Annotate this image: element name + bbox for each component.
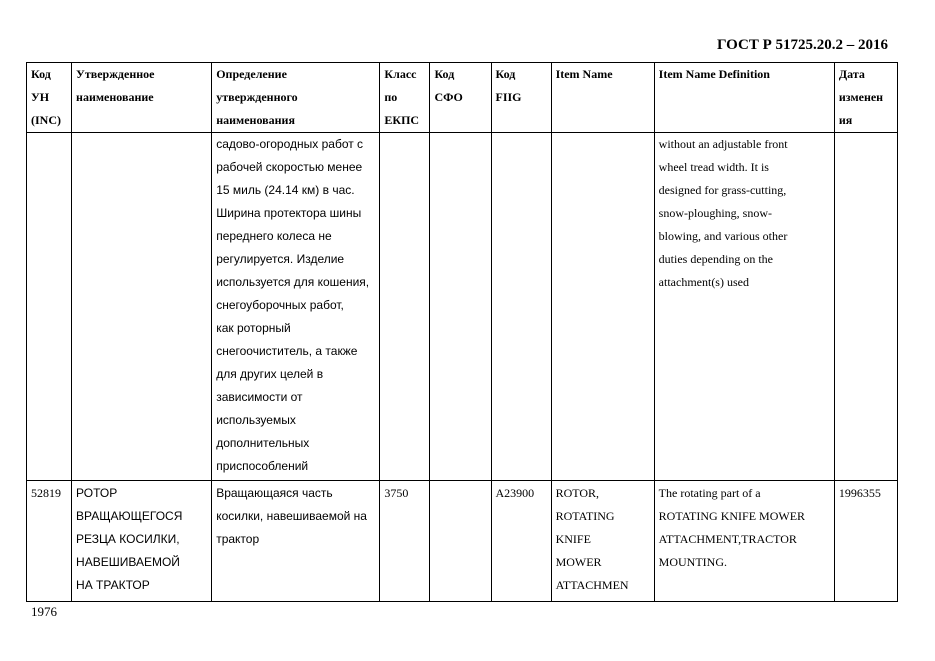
header-sfo-code: Код СФО xyxy=(430,63,491,133)
definition-ru-cell: Вращающаяся часть косилки, навешиваемой на трактор xyxy=(212,481,380,602)
item-name-cell xyxy=(551,133,654,481)
fiig-code-cell: A23900 xyxy=(491,481,551,602)
sfo-code-cell xyxy=(430,481,491,602)
header-inc-code: Код УН (INC) xyxy=(27,63,72,133)
classification-table xyxy=(26,62,898,602)
item-name-definition-cell: without an adjustable front wheel tread width. It is designed for grass-cutting, snow-ploughing, snow- blowing, and various other duties depending on the attachment(s) used xyxy=(654,133,834,481)
header-ekps-class: Класс по ЕКПС xyxy=(380,63,430,133)
header-item-name-definition: Item Name Definition xyxy=(654,63,834,133)
header-fiig-code: Код FIIG xyxy=(491,63,551,133)
inc-code-cell xyxy=(27,133,72,481)
document-code: ГОСТ Р 51725.20.2 – 2016 xyxy=(716,37,888,53)
fiig-code-cell xyxy=(491,133,551,481)
header-change-date: Дата изменен ия xyxy=(834,63,897,133)
table-row xyxy=(27,133,898,481)
table-row xyxy=(27,481,898,602)
inc-code-cell: 52819 xyxy=(27,481,72,602)
approved-name-cell xyxy=(72,133,212,481)
change-date-cell xyxy=(834,133,897,481)
header-item-name: Item Name xyxy=(551,63,654,133)
header-row xyxy=(27,63,898,133)
header-approved-name-definition: Определение утвержденного наименования xyxy=(212,63,380,133)
change-date-cell: 1996355 xyxy=(834,481,897,602)
sfo-code-cell xyxy=(430,133,491,481)
item-name-definition-cell: The rotating part of a ROTATING KNIFE MOWER ATTACHMENT,TRACTOR MOUNTING. xyxy=(654,481,834,602)
approved-name-cell: РОТОР ВРАЩАЮЩЕГОСЯ РЕЗЦА КОСИЛКИ, НАВЕШИВАЕМОЙ НА ТРАКТОР xyxy=(72,481,212,602)
page-number: 1976 xyxy=(31,604,57,619)
ekps-class-cell xyxy=(380,133,430,481)
ekps-class-cell: 3750 xyxy=(380,481,430,602)
header-approved-name: Утвержденное наименование xyxy=(72,63,212,133)
definition-ru-cell: садово-огородных работ с рабочей скоростью менее 15 миль (24.14 км) в час. Ширина протектора шины переднего колеса не регулируется. Изделие используется для кошения, снегоуборочных работ, как роторный снегоочиститель, а также для других целей в зависимости от используемых дополнительных приспособлений xyxy=(212,133,380,481)
item-name-cell: ROTOR, ROTATING KNIFE MOWER ATTACHMEN xyxy=(551,481,654,602)
